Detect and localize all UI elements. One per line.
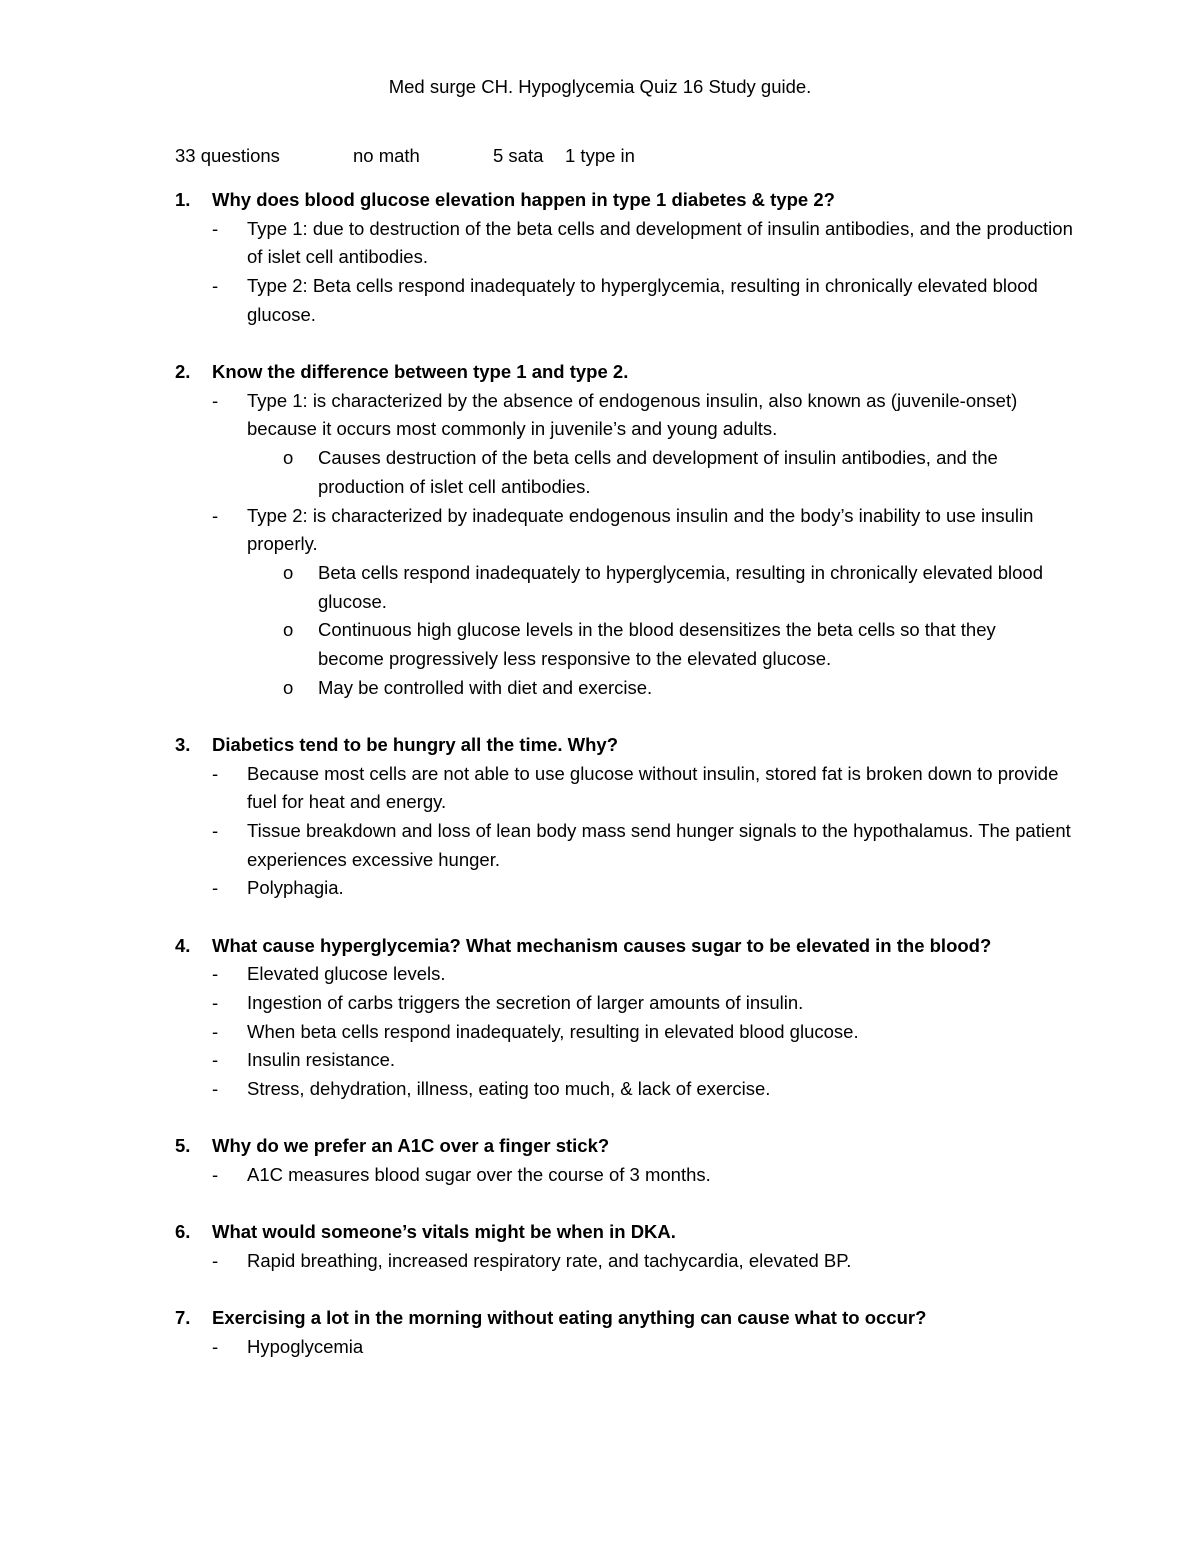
answer-text: Elevated glucose levels. — [247, 963, 446, 985]
circle-bullet-marker: o — [283, 561, 294, 583]
dash-marker: - — [212, 275, 219, 297]
answer-list — [212, 1247, 1200, 1276]
dash-marker: - — [212, 877, 219, 899]
answer-list — [212, 760, 1200, 904]
answer-text: Stress, dehydration, illness, eating too much, & lack of exercise. — [247, 1078, 771, 1100]
question-item — [0, 932, 1200, 1104]
meta-type-in: 1 type in — [565, 145, 635, 166]
question-text: What would someone’s vitals might be when in DKA. — [212, 1221, 676, 1243]
circle-bullet-marker: o — [283, 619, 294, 641]
question-text: What cause hyperglycemia? What mechanism causes sugar to be elevated in the blood? — [212, 934, 992, 956]
sub-answer-item — [247, 559, 1058, 616]
answer-text: Because most cells are not able to use glucose without insulin, stored fat is broken down to provide fuel for heat and energy. — [247, 762, 1059, 813]
answer-text: Type 2: Beta cells respond inadequately to hyperglycemia, resulting in chronically elevated blood glucose. — [247, 275, 1038, 325]
sub-answer-item — [247, 616, 1058, 673]
question-number: 2. — [175, 361, 191, 383]
question-list — [0, 186, 1200, 1390]
answer-text: Hypoglycemia — [247, 1335, 364, 1357]
answer-list — [212, 1161, 1200, 1190]
answer-text: A1C measures blood sugar over the course of 3 months. — [247, 1164, 711, 1186]
question-text: Exercising a lot in the morning without eating anything can cause what to occur? — [212, 1307, 927, 1329]
dash-marker: - — [212, 1335, 219, 1357]
answer-item — [212, 760, 1087, 817]
question-number: 6. — [175, 1221, 191, 1243]
dash-marker: - — [212, 992, 219, 1014]
answer-item — [212, 272, 1087, 329]
answer-item — [212, 387, 1087, 502]
meta-math: no math — [353, 145, 420, 166]
question-item — [0, 1218, 1200, 1275]
question-number: 3. — [175, 733, 191, 755]
question-item — [0, 1132, 1200, 1189]
dash-marker: - — [212, 762, 219, 784]
answer-item — [212, 1018, 1087, 1047]
dash-marker: - — [212, 504, 219, 526]
dash-marker: - — [212, 1164, 219, 1186]
question-item — [0, 1304, 1200, 1361]
answer-text: Polyphagia. — [247, 877, 344, 899]
answer-item — [212, 874, 1087, 903]
answer-item — [212, 1161, 1087, 1190]
answer-text: Type 2: is characterized by inadequate endogenous insulin and the body’s inability to use insulin properly. — [247, 504, 1034, 555]
answer-text: Ingestion of carbs triggers the secretion of larger amounts of insulin. — [247, 992, 804, 1014]
answer-list — [212, 387, 1200, 703]
meta-question-count: 33 questions — [175, 145, 280, 166]
answer-item — [212, 817, 1087, 874]
answer-item — [212, 215, 1087, 272]
sub-answer-item — [247, 674, 1058, 703]
dash-marker: - — [212, 1250, 219, 1271]
dash-marker: - — [212, 820, 219, 842]
answer-text: Insulin resistance. — [247, 1049, 396, 1071]
page-title: Med surge CH. Hypoglycemia Quiz 16 Study guide. — [388, 76, 812, 97]
answer-item — [212, 989, 1087, 1018]
dash-marker: - — [212, 963, 219, 985]
answer-text: Rapid breathing, increased respiratory rate, and tachycardia, elevated BP. — [247, 1250, 852, 1271]
question-text: Why do we prefer an A1C over a finger stick? — [212, 1135, 610, 1157]
answer-item — [212, 960, 1087, 989]
question-number: 1. — [175, 189, 191, 210]
answer-item — [212, 1075, 1087, 1104]
answer-text: Type 1: is characterized by the absence of endogenous insulin, also known as (juvenile-onset) because it occurs most commonly in juvenile’s and young adults. — [247, 389, 1018, 440]
answer-item — [212, 1247, 1087, 1276]
sub-answer-text: Beta cells respond inadequately to hyperglycemia, resulting in chronically elevated blood glucose. — [318, 561, 1044, 612]
sub-answer-list — [247, 559, 1087, 703]
question-number: 5. — [175, 1135, 191, 1157]
question-item — [0, 731, 1200, 903]
answer-text: Tissue breakdown and loss of lean body mass send hunger signals to the hypothalamus. The patient experiences excessive hunger. — [247, 820, 1071, 870]
answer-item — [212, 1333, 1087, 1362]
answer-text: Type 1: due to destruction of the beta cells and development of insulin antibodies, and the production of islet cell antibodies. — [247, 217, 1073, 268]
question-text: Know the difference between type 1 and type 2. — [212, 361, 629, 383]
dash-marker: - — [212, 1078, 219, 1100]
answer-text: When beta cells respond inadequately, resulting in elevated blood glucose. — [247, 1020, 859, 1042]
sub-answer-list — [247, 444, 1087, 501]
question-text: Diabetics tend to be hungry all the time. Why? — [212, 733, 619, 755]
answer-list — [212, 960, 1200, 1104]
answer-list — [212, 215, 1200, 330]
question-number: 4. — [175, 934, 191, 956]
answer-item — [212, 1046, 1087, 1075]
answer-item — [212, 502, 1087, 703]
question-text: Why does blood glucose elevation happen in type 1 diabetes & type 2? — [212, 189, 835, 210]
sub-answer-text: Causes destruction of the beta cells and development of insulin antibodies, and the production of islet cell antibodies. — [318, 447, 998, 497]
circle-bullet-marker: o — [283, 676, 294, 698]
dash-marker: - — [212, 1020, 219, 1042]
sub-answer-item — [247, 444, 1058, 501]
dash-marker: - — [212, 1049, 219, 1071]
sub-answer-text: May be controlled with diet and exercise. — [318, 676, 653, 698]
question-number: 7. — [175, 1307, 191, 1329]
circle-bullet-marker: o — [283, 447, 294, 469]
question-item — [0, 186, 1200, 330]
question-item — [0, 358, 1200, 702]
answer-list — [212, 1333, 1200, 1362]
sub-answer-text: Continuous high glucose levels in the blood desensitizes the beta cells so that they become progressively less responsive to the elevated glucose. — [318, 619, 996, 670]
dash-marker: - — [212, 217, 219, 239]
meta-sata: 5 sata — [493, 145, 544, 166]
dash-marker: - — [212, 389, 219, 411]
